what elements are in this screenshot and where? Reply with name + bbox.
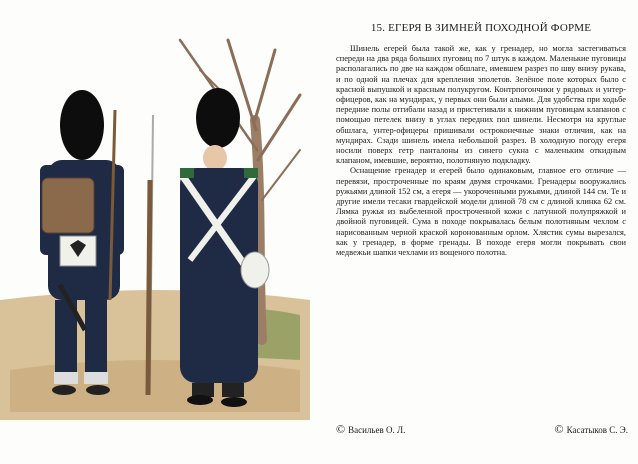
bearskin-cap bbox=[60, 90, 104, 160]
bearskin-cap bbox=[196, 88, 240, 148]
copyright-symbol: © bbox=[336, 422, 346, 436]
author-right: Касатыков С. Э. bbox=[566, 425, 628, 435]
credit-left bbox=[336, 422, 405, 437]
copyright-symbol: © bbox=[554, 422, 564, 436]
author-left: Васильев О. Л. bbox=[348, 425, 406, 435]
credits bbox=[336, 422, 628, 437]
knapsack bbox=[42, 178, 94, 233]
paragraph-2: Оснащение гренадер и егерей было одинаковым, главное его отличие — перевязи, простроченные по краям двумя строчками. Гренадеры вооружались ружьями длиной 152 см, а егеря — укороченными ружьями, длиной 144 см. Те и другие имели тесаки гвардейской модели длиной 78 см с длиной клинка 62 см. Лямка ружья из выбеленной простроченной кожи с латунной полупряжкой и двойной пуговицей. Сума в походе покрывалась белым полотняным чехлом с нарисованным черной краской коронованным орлом. Хлястик сумы вырезался, как у гренадер, в форме гренады. В походе егеря могли покрывать свои медвежьи шапки чехлами из вощеного полотна. bbox=[336, 166, 626, 258]
page-title: 15. ЕГЕРЯ В ЗИМНЕЙ ПОХОДНОЙ ФОРМЕ bbox=[370, 22, 592, 34]
musket bbox=[148, 180, 150, 395]
paragraph-1: Шинель егерей была такой же, как у гренадер, но могла застегиваться спереди на два ряда больших пуговиц по 7 штук в каждом. Маленькие пуговицы располагались по две на каждом обшлаге, имевшем разрез по шву внизу рукава, и по одной на плечах для крепления эполетов. Зелёное поле которых было с красной выпушкой и красным полукругом. Контрпогончики у рядовых и унтер-офицеров, как на мундирах, у первых они были алыми. Для удобства при ходьбе передние полы отгибали назад и пристегивали к нижним пуговицам клапанов с помощью петелек внизу в углах передних пол шинели. Несмотря на круглые обшлага, унтер-офицеры пришивали остроконечные знаки отличия, как на мундирах. Сзади шинель имела небольшой разрез. В холодную погоду егеря носили поверх гетр панталоны из синего сукна с маленьким откидным клапаном, имевшие, вероятно, полотняную подкладку. bbox=[336, 44, 626, 166]
text-column bbox=[336, 22, 626, 258]
credit-right bbox=[555, 422, 628, 437]
